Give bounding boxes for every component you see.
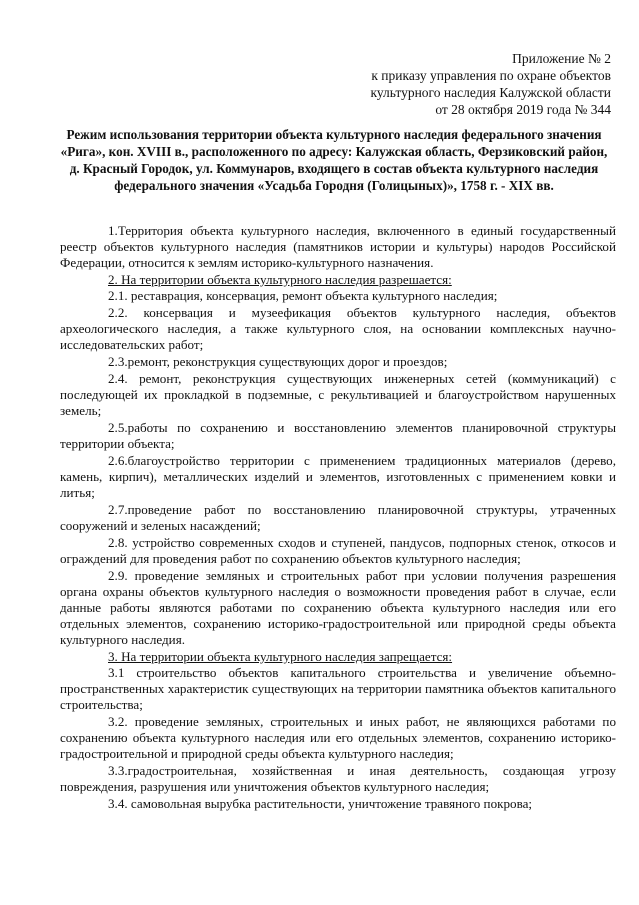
- appendix-header: [311, 50, 611, 118]
- item-2-9: 2.9. проведение земляных и строительных работ при условии получения разрешения органа охраны объектов культурного наследия о возможности проведения работ в случае, если данные работы являются работами по сохранению объекта культурного наследия или его отдельных элементов, сохранению историко-градостроительной или природной среды объекта культурного наследия.: [60, 568, 616, 647]
- appendix-date: от 28 октября 2019 года № 344: [435, 102, 611, 117]
- section-3-heading: 3. На территории объекта культурного наследия запрещается:: [108, 649, 453, 664]
- item-2-8: 2.8. устройство современных сходов и ступеней, пандусов, подпорных стенок, откосов и ограждений для проведения работ по сохранению объектов культурного наследия;: [60, 535, 616, 566]
- document-title: Режим использования территории объекта культурного наследия федерального значения «Рига», кон. XVIII в., расположенного по адресу: Калужская область, Ферзиковский район, д. Красный Городок, ул. Коммунаров, входящего в состав объекта культурного наследия федерального значения «Усадьба Городня (Голицыных)», 1758 г. - XIX вв.: [60, 127, 608, 193]
- document-body: [60, 223, 616, 813]
- item-2-3: 2.3.ремонт, реконструкция существующих дорог и проездов;: [108, 354, 448, 369]
- appendix-number: Приложение № 2: [512, 51, 611, 66]
- item-3-1: 3.1 строительство объектов капитального строительства и увеличение объемно-пространственных характеристик существующих на территории памятника объектов капитального строительства;: [60, 665, 616, 712]
- item-3-2: 3.2. проведение земляных, строительных и иных работ, не являющихся работами по сохранению объекта культурного наследия или его отдельных элементов, сохранению историко-градостроительной и природной среды объекта культурного наследия;: [60, 714, 616, 761]
- appendix-order-ref: к приказу управления по охране объектов: [371, 68, 611, 83]
- item-2-2: 2.2. консервация и музеефикация объектов культурного наследия, объектов археологического наследия, а также культурного слоя, на основании комплексных научно-исследовательских работ;: [60, 305, 616, 352]
- section-2-heading: 2. На территории объекта культурного наследия разрешается:: [108, 272, 452, 287]
- item-3-3: 3.3.градостроительная, хозяйственная и иная деятельность, создающая угрозу повреждения, разрушения или уничтожения объектов культурного наследия;: [60, 763, 616, 794]
- item-2-7: 2.7.проведение работ по восстановлению планировочной структуры, утраченных сооружений и зеленых насаждений;: [60, 502, 616, 533]
- appendix-authority: культурного наследия Калужской области: [370, 85, 611, 100]
- item-2-6: 2.6.благоустройство территории с применением традиционных материалов (дерево, камень, кирпич), металлических изделий и элементов, изготовленных с применением ковки и литья;: [60, 453, 616, 500]
- item-2-1: 2.1. реставрация, консервация, ремонт объекта культурного наследия;: [108, 288, 498, 303]
- item-3-4: 3.4. самовольная вырубка растительности, уничтожение травяного покрова;: [108, 796, 533, 811]
- paragraph-1: 1.Территория объекта культурного наследия, включенного в единый государственный реестр объектов культурного наследия (памятников истории и культуры) народов Российской Федерации, относится к землям историко-культурного назначения.: [60, 223, 616, 270]
- item-2-5: 2.5.работы по сохранению и восстановлению элементов планировочной структуры территории объекта;: [60, 420, 616, 451]
- item-2-4: 2.4. ремонт, реконструкция существующих инженерных сетей (коммуникаций) с последующей их прокладкой в подземные, с рекультивацией и благоустройством нарушенных земель;: [60, 371, 616, 418]
